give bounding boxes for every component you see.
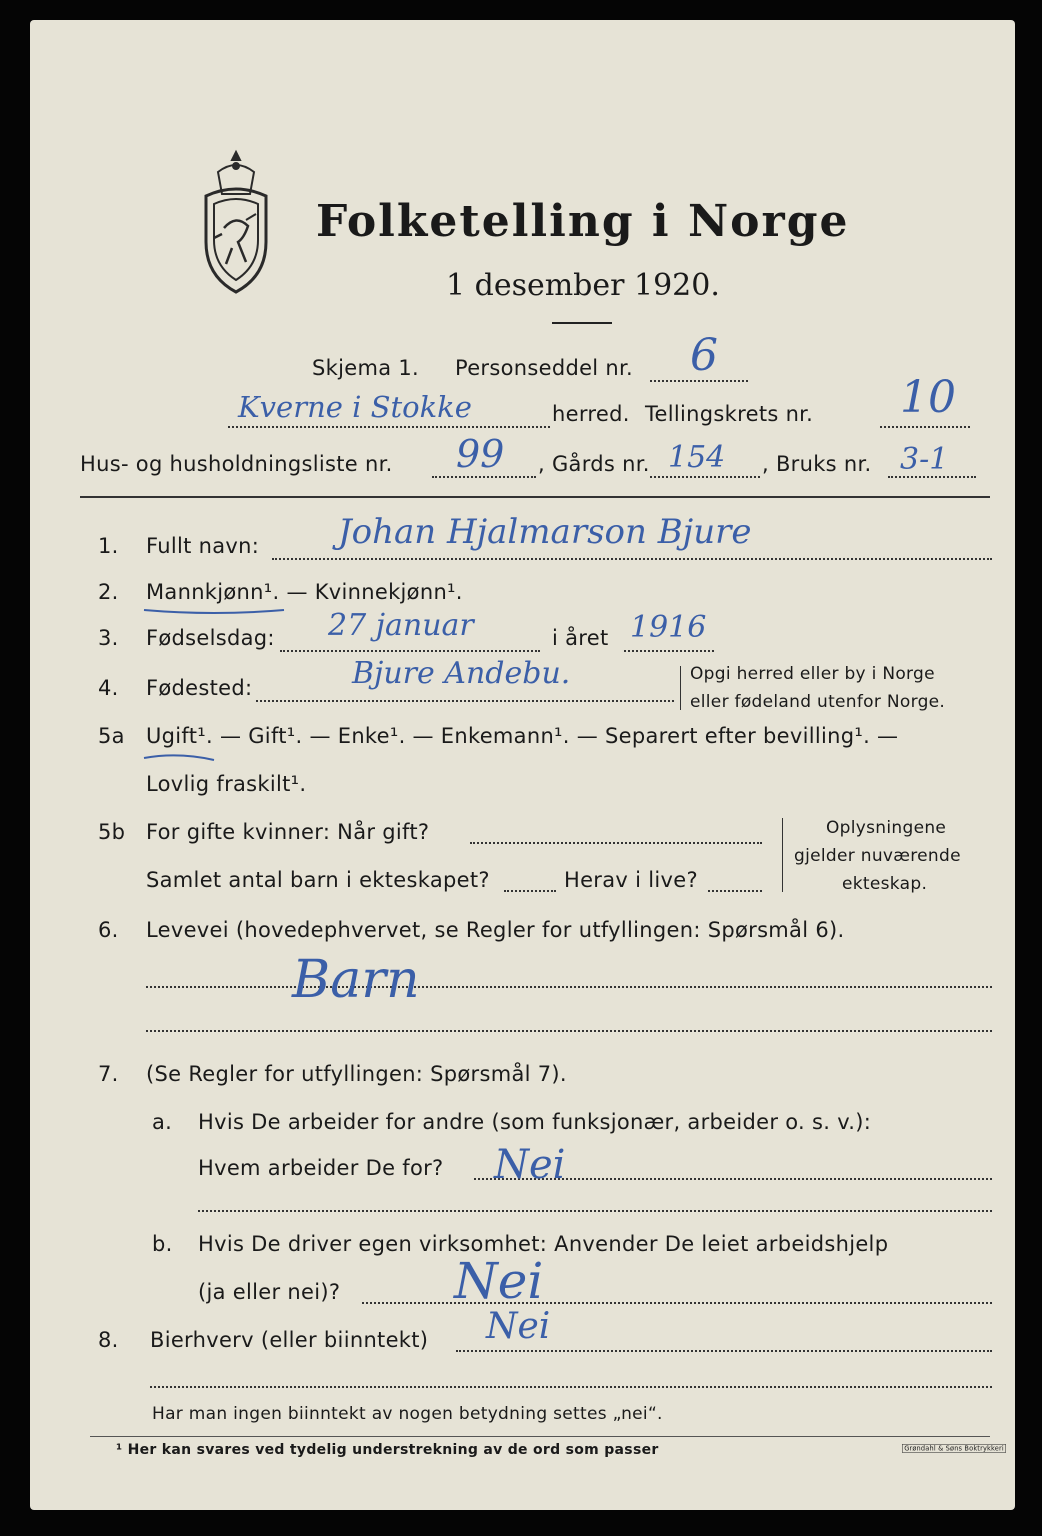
q8-number: 8. [98, 1328, 119, 1352]
hus-line [432, 476, 536, 478]
q7a-line-2 [198, 1210, 992, 1212]
q3-year-line [624, 650, 714, 652]
hus-value: 99 [456, 432, 505, 476]
q1-label: Fullt navn: [146, 534, 260, 558]
bruks-label: , Bruks nr. [762, 452, 872, 476]
footnote: ¹ Her kan svares ved tydelig understrekning av de ord som passer [116, 1442, 659, 1458]
q1-value: Johan Hjalmarson Bjure [338, 512, 752, 552]
q2-number: 2. [98, 580, 119, 604]
q4-value: Bjure Andebu. [352, 656, 571, 691]
q5b-label-2: Samlet antal barn i ekteskapet? [146, 868, 490, 892]
q7-number: 7. [98, 1062, 119, 1086]
q7b-label-2: (ja eller nei)? [198, 1280, 341, 1304]
q3-line [280, 650, 540, 652]
q6-label: Levevei (hovedерhvervet, se Regler for utfyllingen: Spørsmål 6). [146, 918, 845, 942]
tellingskrets-value: 10 [900, 372, 956, 423]
q6-value: Barn [292, 950, 420, 1010]
q4-line [256, 700, 674, 702]
q5a-number: 5a [98, 724, 125, 748]
q7a-label: Hvis De arbeider for andre (som funksjonær, arbeider o. s. v.): [198, 1110, 872, 1134]
q6-line-1 [146, 986, 992, 988]
title-divider [552, 322, 612, 324]
bruks-value: 3-1 [900, 442, 949, 477]
q8-line-2 [150, 1386, 992, 1388]
q7a-label-2: Hvem arbeider De for? [198, 1156, 444, 1180]
herred-line [228, 426, 550, 428]
q3-value: 27 januar [328, 608, 474, 643]
herred-label: herred. [552, 402, 630, 426]
printer-stamp: Grøndahl & Søns Boktrykkeri [902, 1444, 1006, 1453]
q5b-line-3 [708, 890, 762, 892]
q5a-label-2: Lovlig fraskilt¹. [146, 772, 307, 796]
q5b-line-2 [504, 890, 556, 892]
q3-year-label: i året [552, 626, 609, 650]
q7b-number: b. [152, 1232, 173, 1256]
tellingskrets-label: Tellingskrets nr. [645, 402, 814, 426]
q5b-line-1 [470, 842, 762, 844]
q3-label: Fødselsdag: [146, 626, 275, 650]
q3-number: 3. [98, 626, 119, 650]
personseddel-value: 6 [690, 330, 718, 381]
q1-line [272, 558, 992, 560]
q5b-note-3: ekteskap. [842, 874, 928, 894]
q4-note-2: eller fødeland utenfor Norge. [690, 692, 946, 712]
q3-year-value: 1916 [630, 610, 707, 645]
footer-rule [90, 1436, 990, 1437]
tellingskrets-line [880, 426, 970, 428]
herred-value: Kverne i Stokke [238, 390, 472, 424]
q4-label: Fødested: [146, 676, 253, 700]
q5b-bracket [782, 818, 783, 892]
footer-note: Har man ingen biinntekt av nogen betydning settes „nei“. [152, 1404, 663, 1424]
q8-value: Nei [486, 1306, 551, 1347]
q5b-note-2: gjelder nuværende [794, 846, 961, 866]
q7-label: (Se Regler for utfyllingen: Spørsmål 7). [146, 1062, 567, 1086]
coat-of-arms-icon [188, 148, 284, 308]
q7b-value: Nei [454, 1252, 544, 1310]
q7b-label: Hvis De driver egen virksomhet: Anvender De leiet arbeidshjelp [198, 1232, 889, 1256]
form-title: Folketelling i Norge [316, 196, 850, 247]
mannkjonn-underline [140, 604, 290, 618]
ugift-underline [140, 750, 220, 764]
q5b-number: 5b [98, 820, 126, 844]
q5b-label: For gifte kvinner: Når gift? [146, 820, 430, 844]
q6-number: 6. [98, 918, 119, 942]
personseddel-label: Personseddel nr. [455, 356, 634, 380]
q7a-value: Nei [494, 1142, 566, 1188]
q4-bracket [680, 666, 681, 710]
q2-label: Mannkjønn¹. — Kvinnekjønn¹. [146, 580, 463, 604]
q5b-label-3: Herav i live? [564, 868, 698, 892]
gards-line [650, 476, 760, 478]
q5a-label: Ugift¹. — Gift¹. — Enke¹. — Enkemann¹. — Separert efter bevilling¹. — [146, 724, 899, 748]
q8-label: Bierhverv (eller biinntekt) [150, 1328, 429, 1352]
q5b-note-1: Oplysningene [826, 818, 947, 838]
census-date: 1 desember 1920. [446, 268, 720, 303]
skjema-label: Skjema 1. [312, 356, 419, 380]
header-rule [80, 496, 990, 498]
hus-label: Hus- og husholdningsliste nr. [80, 452, 393, 476]
q1-number: 1. [98, 534, 119, 558]
q4-number: 4. [98, 676, 119, 700]
q8-line [456, 1350, 992, 1352]
q7a-number: a. [152, 1110, 173, 1134]
q4-note-1: Opgi herred eller by i Norge [690, 664, 935, 684]
gards-label: , Gårds nr. [538, 452, 650, 476]
q6-line-2 [146, 1030, 992, 1032]
gards-value: 154 [668, 440, 726, 475]
